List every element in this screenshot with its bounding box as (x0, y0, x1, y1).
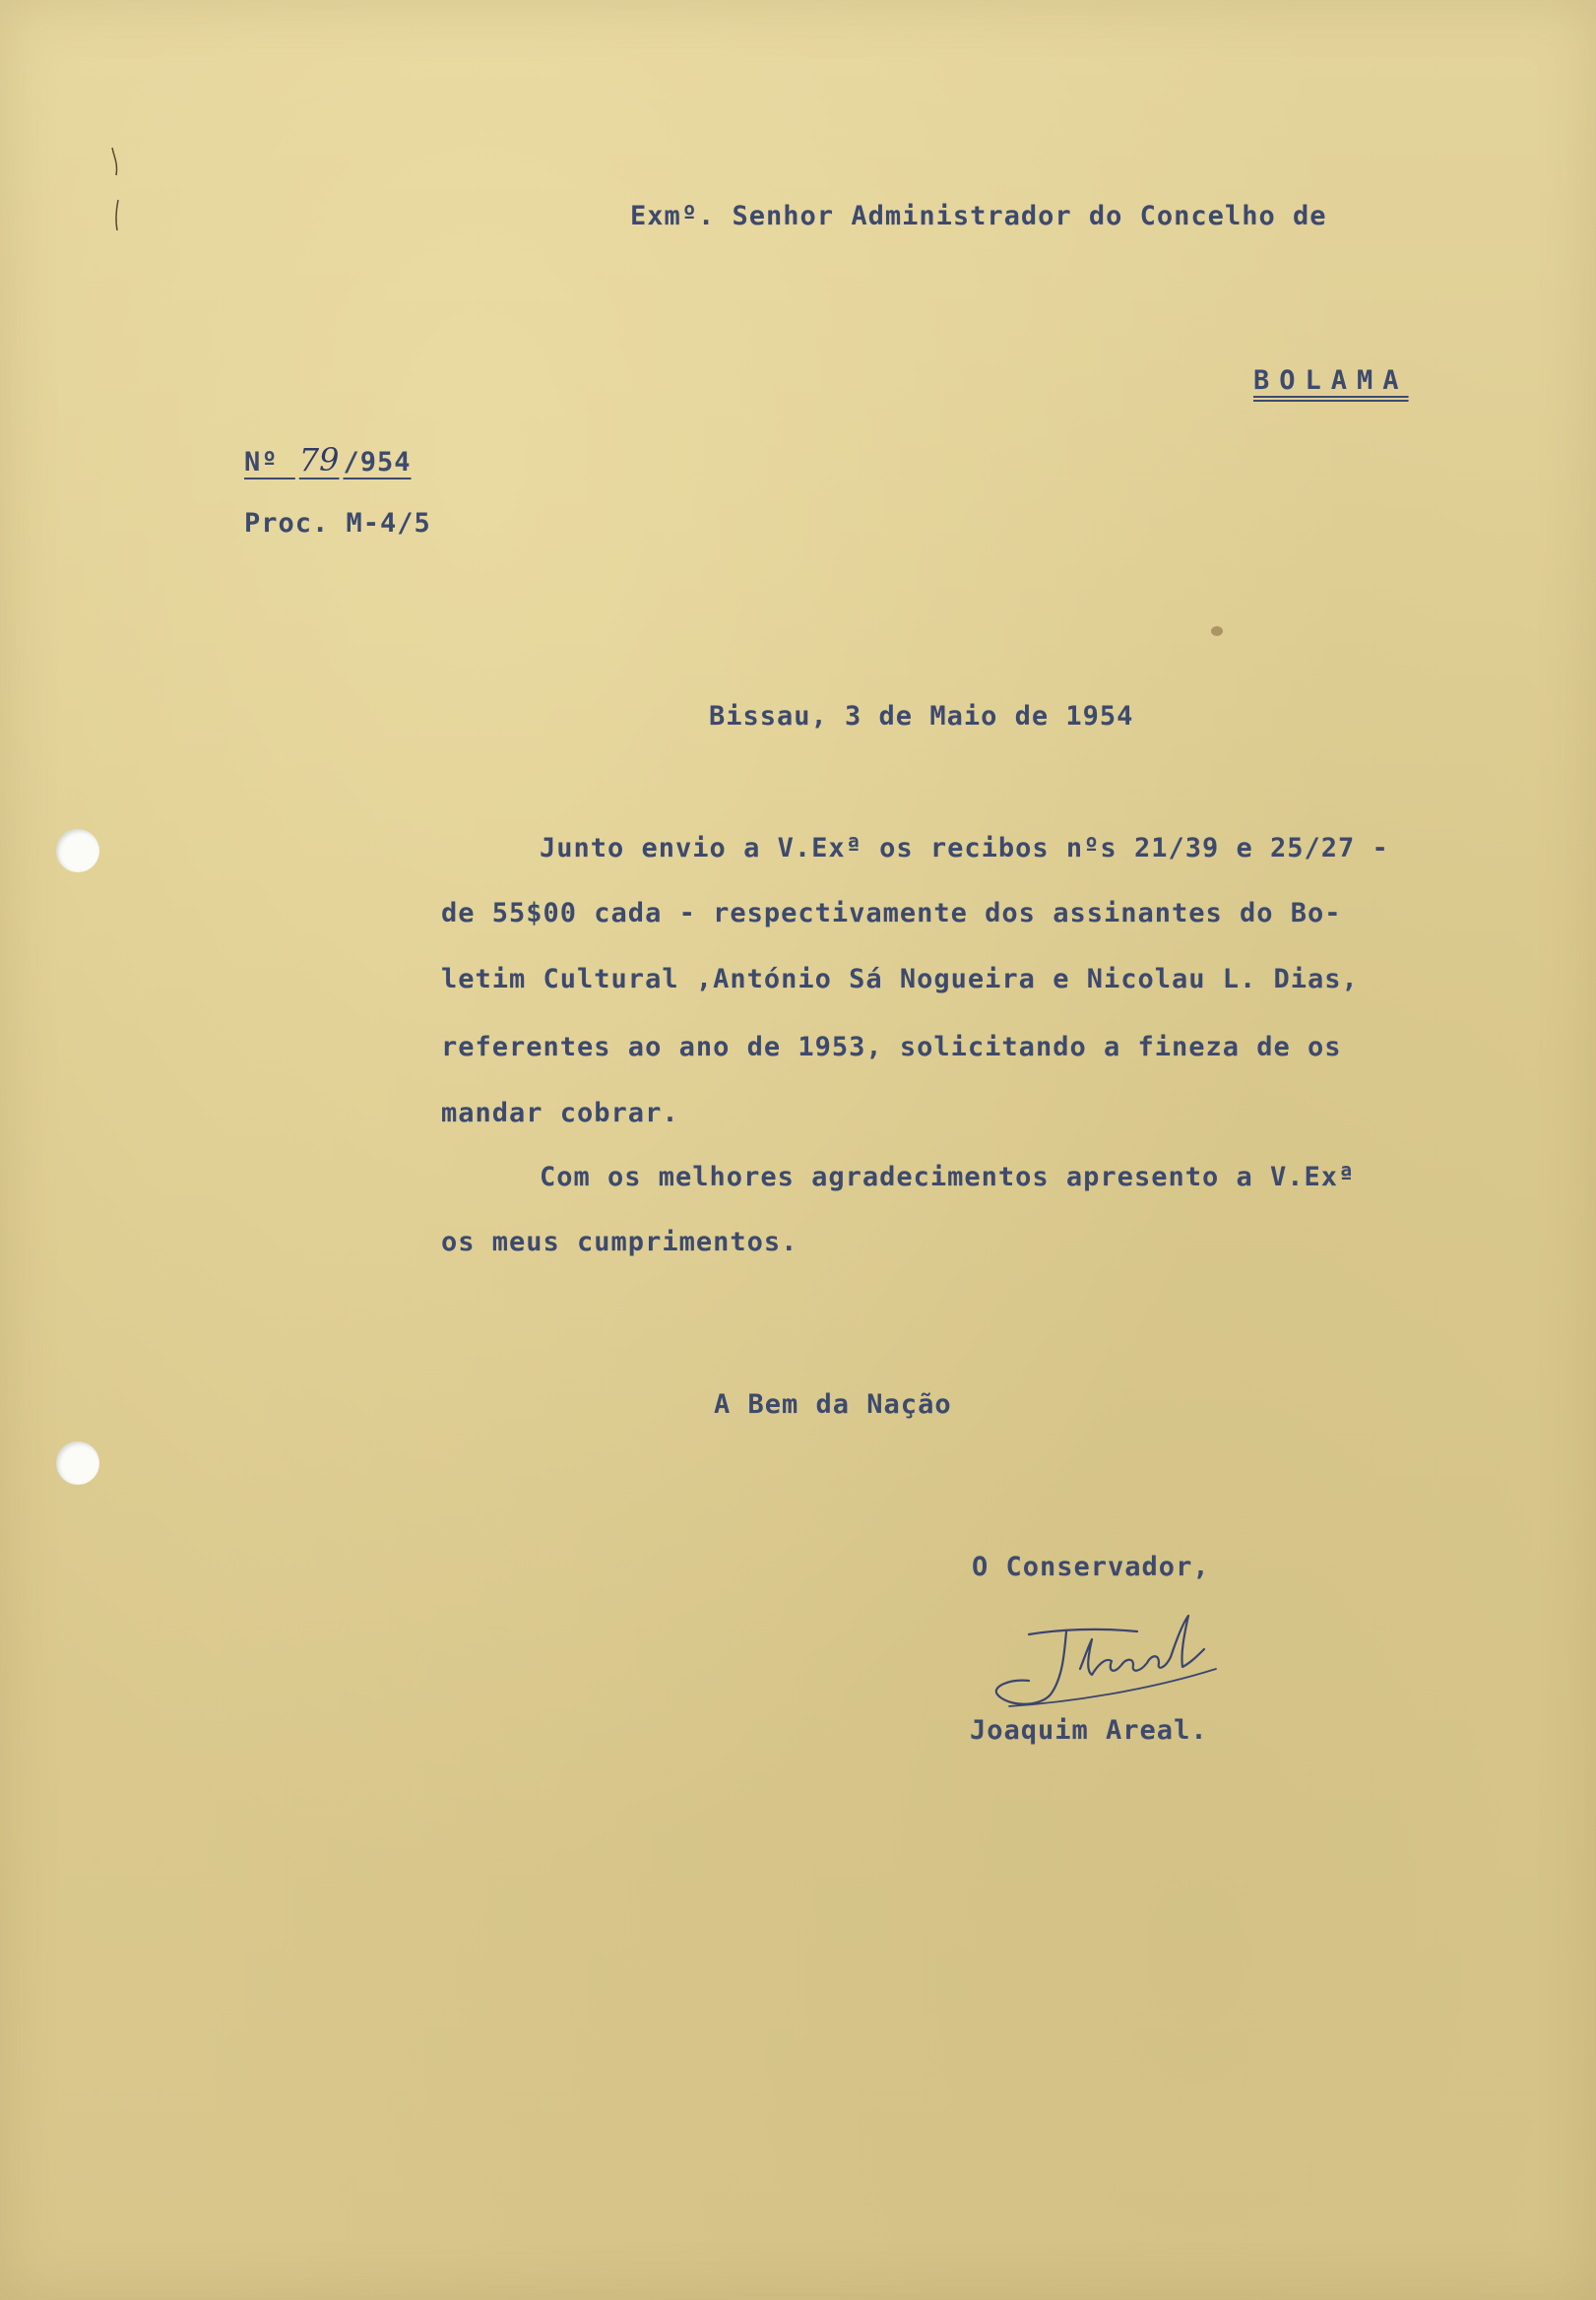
paper-stain (1211, 626, 1223, 636)
pencil-mark (106, 146, 126, 234)
closing-paragraph-line: Com os melhores agradecimentos apresento a V.Exª (540, 1162, 1356, 1192)
place-name: BOLAMA (1253, 365, 1409, 396)
reference-number (244, 441, 412, 479)
body-line: de 55$00 cada - respectivamente dos assinantes do Bo- (441, 898, 1342, 928)
body-line: referentes ao ano de 1953, solicitando a fineza de os (441, 1032, 1342, 1062)
reference-suffix: /954 (343, 447, 412, 478)
reference-prefix: Nº (244, 447, 279, 478)
punch-hole (56, 829, 99, 872)
process-reference: Proc. M-4/5 (244, 508, 431, 539)
closing-paragraph-line: os meus cumprimentos. (441, 1227, 798, 1257)
reference-handwritten-number: 79 (298, 441, 340, 479)
signatory-role: O Conservador, (972, 1552, 1210, 1582)
closing-formula: A Bem da Nação (714, 1389, 952, 1420)
body-line: letim Cultural ,António Sá Nogueira e Nicolau L. Dias, (441, 964, 1359, 994)
signatory-name: Joaquim Areal. (970, 1715, 1208, 1746)
date-line: Bissau, 3 de Maio de 1954 (709, 701, 1134, 732)
handwritten-signature (990, 1610, 1226, 1718)
punch-hole (56, 1441, 99, 1485)
addressee-line: Exmº. Senhor Administrador do Concelho de (630, 201, 1327, 231)
body-line: mandar cobrar. (441, 1098, 679, 1128)
body-line: Junto envio a V.Exª os recibos nºs 21/39 e 25/27 - (540, 833, 1389, 863)
